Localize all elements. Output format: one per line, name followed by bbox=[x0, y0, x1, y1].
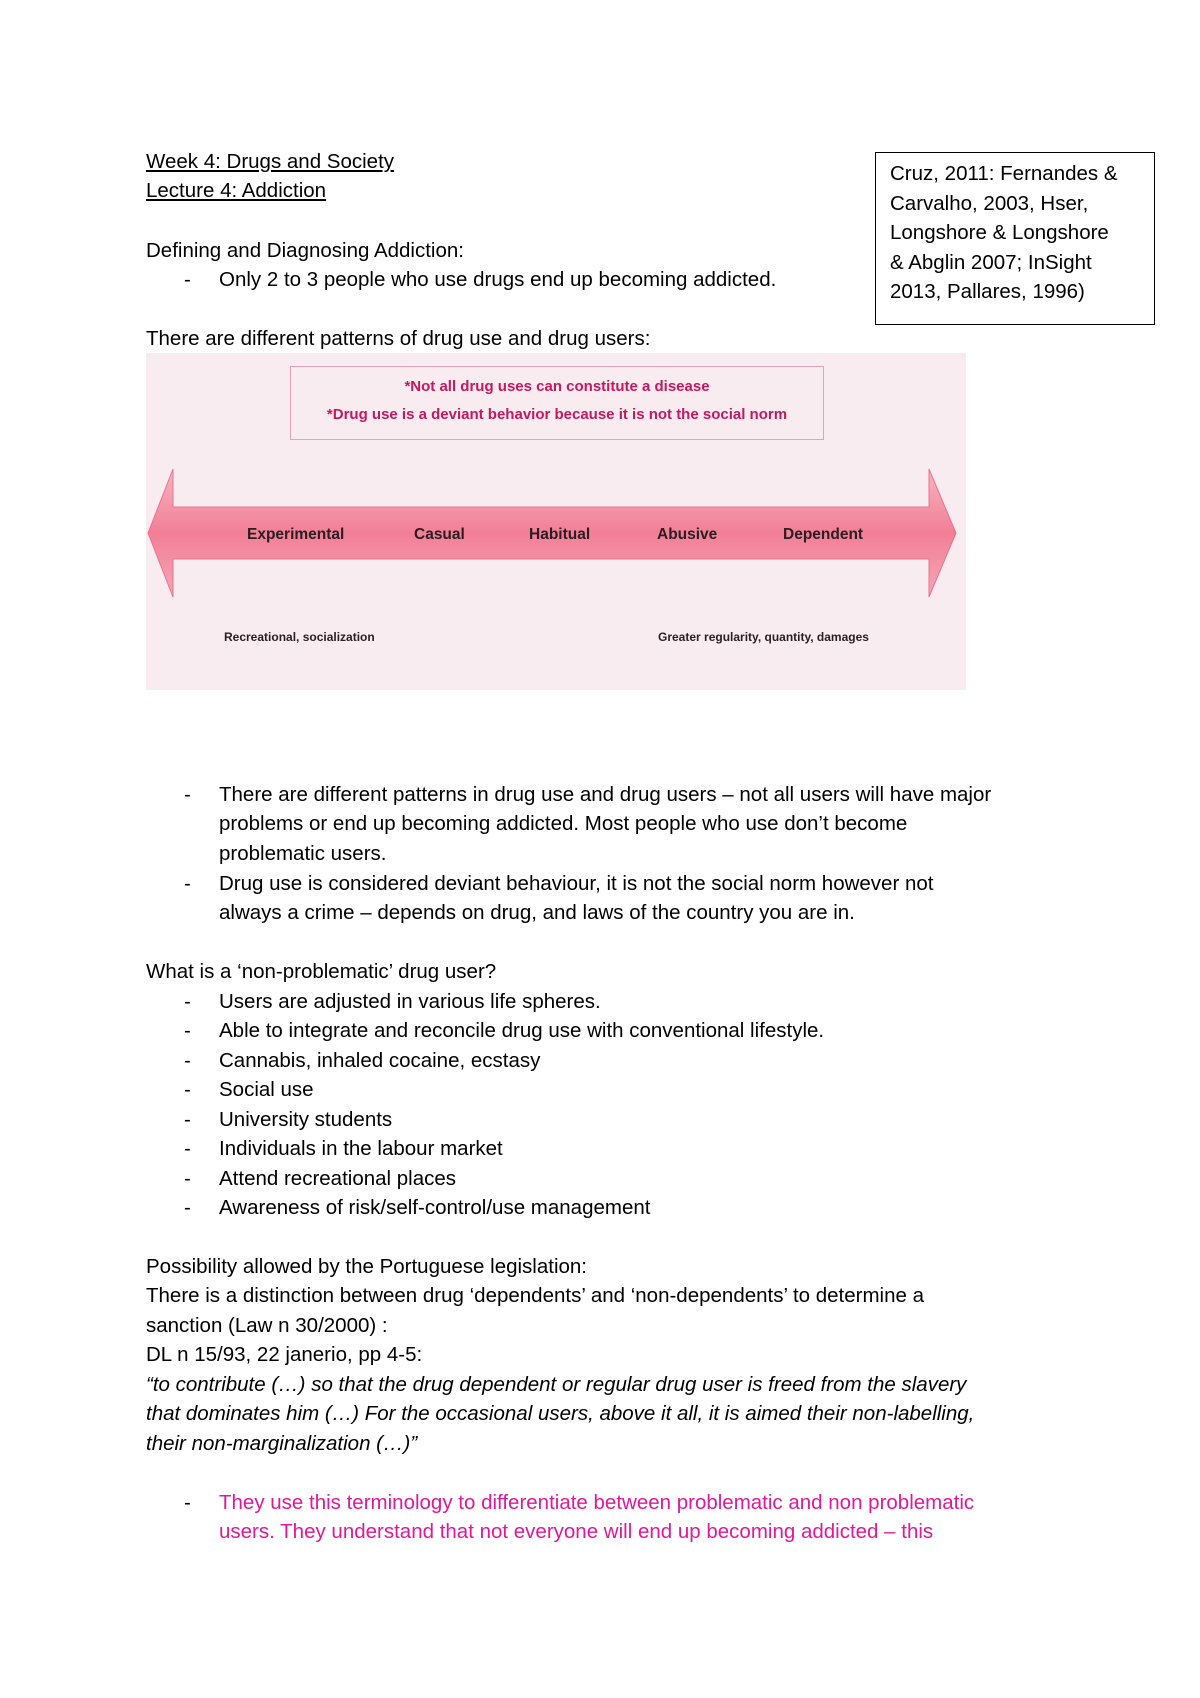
list-item: Able to integrate and reconcile drug use with conventional lifestyle. bbox=[219, 1019, 825, 1042]
drug-use-spectrum-diagram bbox=[146, 353, 966, 690]
reference-line: Longshore & Longshore bbox=[890, 221, 1109, 244]
stage-label-experimental: Experimental bbox=[247, 526, 345, 543]
list-item: Attend recreational places bbox=[219, 1167, 457, 1190]
stage-label-habitual: Habitual bbox=[529, 526, 591, 543]
reference-line: & Abglin 2007; InSight bbox=[890, 250, 1092, 274]
list-item: Awareness of risk/self-control/use management bbox=[219, 1196, 651, 1219]
list-item: Individuals in the labour market bbox=[219, 1137, 503, 1160]
section-title-nonproblematic: What is a ‘non-problematic’ drug user? bbox=[146, 960, 497, 983]
list-item: Users are adjusted in various life spheres. bbox=[219, 990, 601, 1013]
diagram-note-line: *Not all drug uses can constitute a disease bbox=[404, 378, 710, 395]
list-item: University students bbox=[219, 1108, 393, 1131]
legislation-quote: that dominates him (…) For the occasional users, above it all, it is aimed their non-labelling, bbox=[146, 1402, 975, 1425]
bullet-dash: - bbox=[184, 1078, 191, 1101]
bullet-text: problems or end up becoming addicted. Most people who use don’t become bbox=[219, 812, 908, 835]
highlight-bullet-text: users. They understand that not everyone will end up becoming addicted – this bbox=[219, 1520, 934, 1543]
references-box bbox=[875, 152, 1155, 325]
bullet-dash: - bbox=[184, 1491, 191, 1514]
legislation-text: There is a distinction between drug ‘dependents’ and ‘non-dependents’ to determine a bbox=[146, 1284, 924, 1307]
legislation-quote: their non-marginalization (…)” bbox=[146, 1432, 418, 1455]
bullet-dash: - bbox=[184, 990, 191, 1013]
reference-line: 2013, Pallares, 1996) bbox=[890, 280, 1085, 303]
diagram-note-line: *Drug use is a deviant behavior because it is not the social norm bbox=[326, 406, 788, 423]
stage-label-abusive: Abusive bbox=[657, 526, 718, 543]
list-item: Cannabis, inhaled cocaine, ecstasy bbox=[219, 1049, 541, 1072]
bullet-text: Drug use is considered deviant behaviour, it is not the social norm however not bbox=[219, 872, 934, 895]
bullet-dash: - bbox=[184, 872, 191, 895]
left-caption: Recreational, socialization bbox=[224, 630, 375, 644]
patterns-intro: There are different patterns of drug use and drug users: bbox=[146, 327, 651, 350]
bullet-dash: - bbox=[184, 268, 191, 291]
highlight-bullet-text: They use this terminology to differentiate between problematic and non problematic bbox=[219, 1491, 975, 1514]
week-title: Week 4: Drugs and Society bbox=[146, 150, 395, 173]
bullet-text: always a crime – depends on drug, and laws of the country you are in. bbox=[219, 901, 855, 924]
stage-label-casual: Casual bbox=[414, 526, 465, 543]
bullet-dash: - bbox=[184, 1108, 191, 1131]
legislation-decree: DL n 15/93, 22 janerio, pp 4-5: bbox=[146, 1343, 423, 1366]
legislation-heading: Possibility allowed by the Portuguese legislation: bbox=[146, 1255, 588, 1278]
right-caption: Greater regularity, quantity, damages bbox=[658, 630, 869, 644]
bullet-dash: - bbox=[184, 1049, 191, 1072]
stage-label-dependent: Dependent bbox=[783, 526, 864, 543]
reference-line: Cruz, 2011: Fernandes & bbox=[890, 162, 1118, 185]
lecture-title: Lecture 4: Addiction bbox=[146, 179, 327, 202]
bullet-text: Only 2 to 3 people who use drugs end up becoming addicted. bbox=[219, 268, 777, 291]
legislation-quote: “to contribute (…) so that the drug dependent or regular drug user is freed from the slavery bbox=[146, 1373, 967, 1396]
list-item: Social use bbox=[219, 1078, 314, 1101]
bullet-text: problematic users. bbox=[219, 842, 387, 865]
legislation-text: sanction (Law n 30/2000) : bbox=[146, 1314, 388, 1337]
bullet-dash: - bbox=[184, 1019, 191, 1042]
bullet-dash: - bbox=[184, 1137, 191, 1160]
reference-line: Carvalho, 2003, Hser, bbox=[890, 191, 1089, 215]
bullet-dash: - bbox=[184, 1196, 191, 1219]
section-title-defining: Defining and Diagnosing Addiction: bbox=[146, 239, 464, 262]
bullet-dash: - bbox=[184, 783, 191, 806]
bullet-dash: - bbox=[184, 1167, 191, 1190]
bullet-text: There are different patterns in drug use and drug users – not all users will have major bbox=[219, 783, 992, 806]
